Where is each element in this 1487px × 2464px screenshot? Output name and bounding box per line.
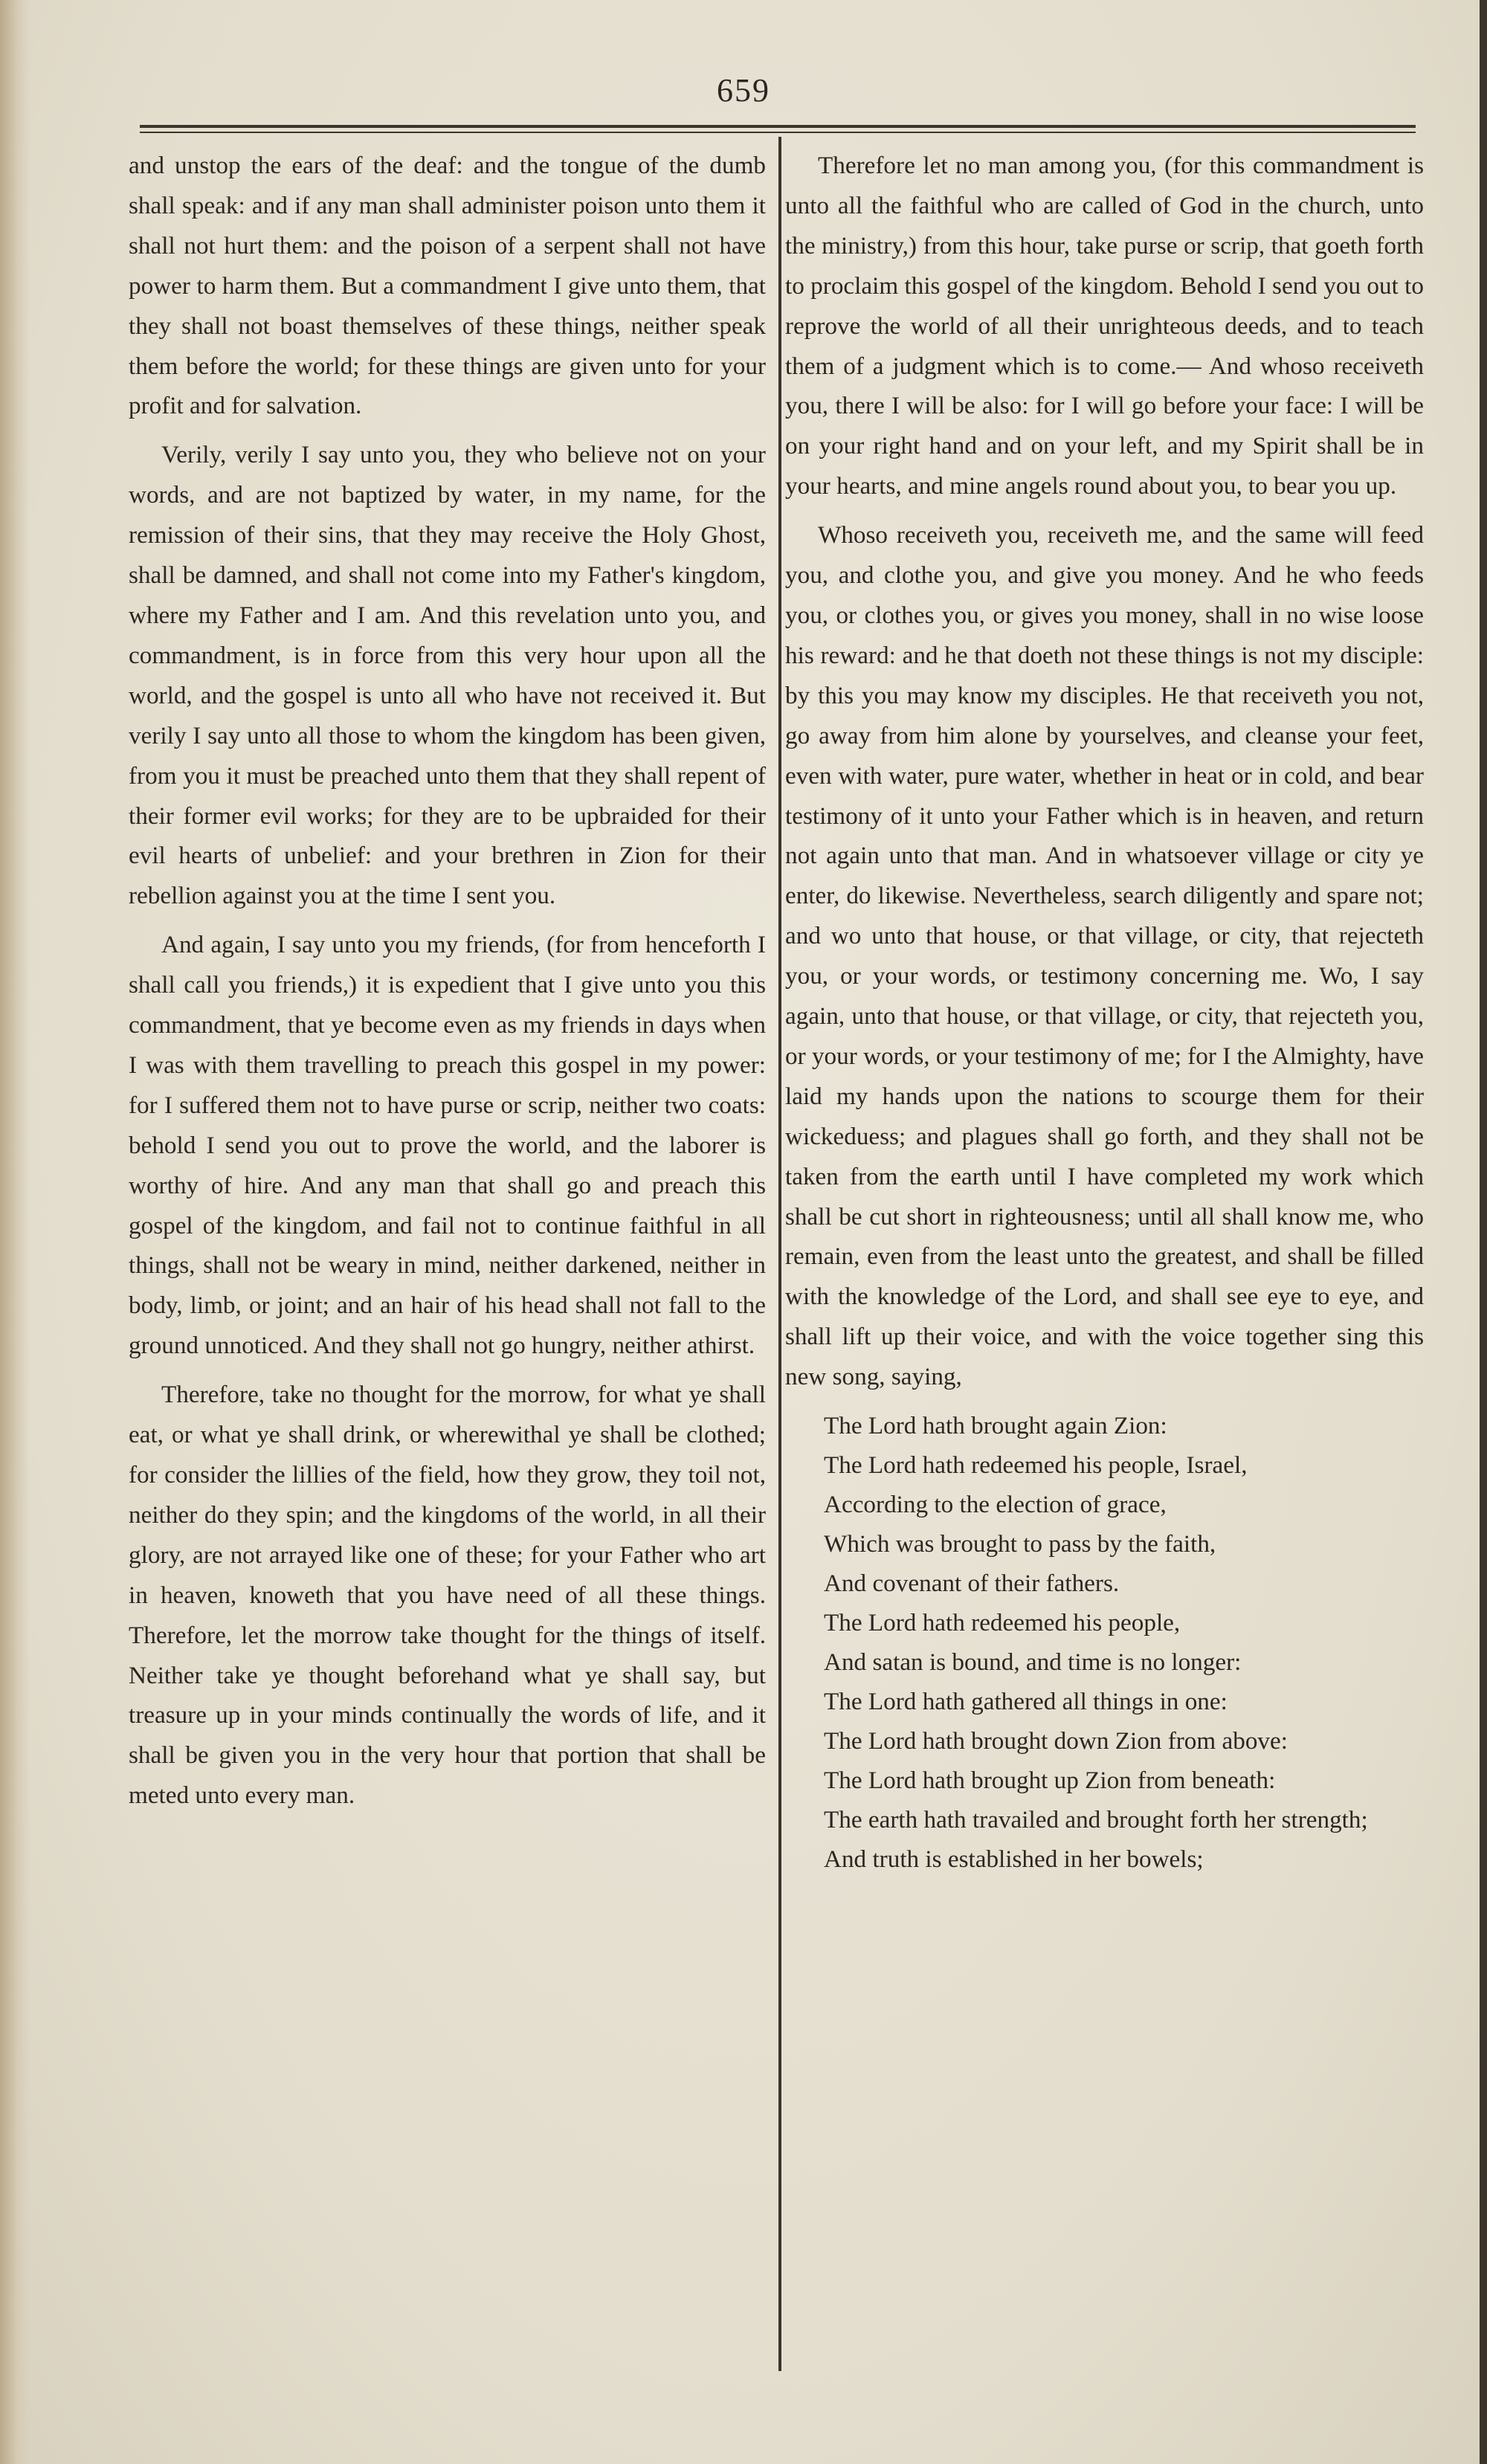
paragraph: And again, I say unto you my friends, (for from henceforth I shall call you friends,) it is expedient that I give unto you this commandment, that ye become even as my friends in days when I was with them travelling to preach this gospel in my power: for I suffered them not to have purse or scrip, neither two coats: behold I send you out to prove the world, and the laborer is worthy of hire. And any man that shall go and preach this gospel of the kingdom, and fail not to continue faithful in all things, shall not be weary in mind, neither darkened, neither in body, limb, or joint; and an hair of his head shall not fall to the ground unnoticed. And they shall not go hungry, neither athirst. [129, 931, 766, 1360]
page-binding-edge [0, 0, 30, 2464]
paragraph: Whoso receiveth you, receiveth me, and the same will feed you, and clothe you, and give you money. And he who feeds you, or clothes you, or gives you money, shall in no wise loose his reward: and he that doeth not these things is not my disciple: by this you may know my disciples. He that receiveth you not, go away from him alone by yourselves, and cleanse your feet, even with water, pure water, whether in heat or in cold, and bear testimony of it unto your Father which is in heaven, and return not again unto that man. And in whatsoever village or city ye enter, do likewise. Nevertheless, search diligently and spare not; and wo unto that house, or that village, or city, that rejecteth you, or your words, or testimony concerning me. Wo, I say again, unto that house, or that village, or city, that rejecteth you, or your words, or your testimony of me; for I the Almighty, have laid my hands upon the nations to scourge them for their wickeduess; and plagues shall go forth, and they shall not be taken from the earth until I have completed my work which shall be cut short in righteousness; until all shall know me, who remain, even from the least unto the greatest, and shall be filled with the knowledge of the Lord, and shall see eye to eye, and shall lift up their voice, and with the voice together sing this new song, saying, [785, 521, 1424, 1391]
paragraph: Therefore, take no thought for the morrow, for what ye shall eat, or what ye shall drink, or wherewithal ye shall be clothed; for consider the lillies of the field, how they grow, they toil not, neither do they spin; and the kingdoms of the world, in all their glory, are not arrayed like one of these; for your Father who art in heaven, knoweth that you have need of all these things. Therefore, let the morrow take thought for the things of itself. Neither take ye thought beforehand what ye shall say, but treasure up in your minds continually the words of life, and it shall be given you in the very hour that portion that shall be meted unto every man. [129, 1381, 766, 1810]
verse-line: The Lord hath brought again Zion: [824, 1412, 1167, 1440]
verse-line: The Lord hath gathered all things in one: [824, 1688, 1228, 1716]
page-right-border [1480, 0, 1487, 2464]
page-number: 659 [717, 72, 770, 109]
column-divider [778, 137, 781, 2371]
verse-line: The earth hath travailed and brought forth her strength; [824, 1806, 1368, 1834]
right-column [785, 146, 1424, 1879]
verse-line: And satan is bound, and time is no longer: [824, 1648, 1242, 1677]
verse-line: According to the election of grace, [824, 1491, 1167, 1519]
verse-line: Which was brought to pass by the faith, [824, 1530, 1216, 1558]
header-rule-thick [140, 125, 1416, 128]
verse-line: And covenant of their fathers. [824, 1570, 1120, 1598]
paragraph: Verily, verily I say unto you, they who believe not on your words, and are not baptized by water, in my name, for the remission of their sins, that they may receive the Holy Ghost, shall be damned, and shall not come into my Father's kingdom, where my Father and I am. And this revelation unto you, and commandment, is in force from this very hour upon all the world, and the gospel is unto all who have not received it. But verily I say unto all those to whom the kingdom has been given, from you it must be preached unto them that they shall repent of their former evil works; for they are to be upbraided for their evil hearts of unbelief: and your brethren in Zion for their rebellion against you at the time I sent you. [129, 441, 766, 910]
paragraph: and unstop the ears of the deaf: and the tongue of the dumb shall speak: and if any man shall administer poison unto them it shall not hurt them: and the poison of a serpent shall not have power to harm them. But a commandment I give unto them, that they shall not boast themselves of these things, neither speak them before the world; for these things are given unto for your profit and for salvation. [129, 152, 766, 420]
left-column [129, 146, 766, 1825]
song-verse [824, 1406, 1424, 1879]
verse-line: The Lord hath brought down Zion from above: [824, 1727, 1288, 1755]
header-rule-thin [140, 132, 1416, 133]
verse-line: The Lord hath brought up Zion from beneath: [824, 1767, 1276, 1795]
paragraph: Therefore let no man among you, (for this commandment is unto all the faithful who are called of God in the church, unto the ministry,) from this hour, take purse or scrip, that goeth forth to proclaim this gospel of the kingdom. Behold I send you out to reprove the world of all their unrighteous deeds, and to teach them of a judgment which is to come.— And whoso receiveth you, there I will be also: for I will go before your face: I will be on your right hand and on your left, and my Spirit shall be in your hearts, and mine angels round about you, to bear you up. [785, 152, 1424, 500]
verse-line: The Lord hath redeemed his people, [824, 1609, 1181, 1637]
verse-line: And truth is established in her bowels; [824, 1845, 1204, 1874]
verse-line: The Lord hath redeemed his people, Israel, [824, 1451, 1248, 1480]
